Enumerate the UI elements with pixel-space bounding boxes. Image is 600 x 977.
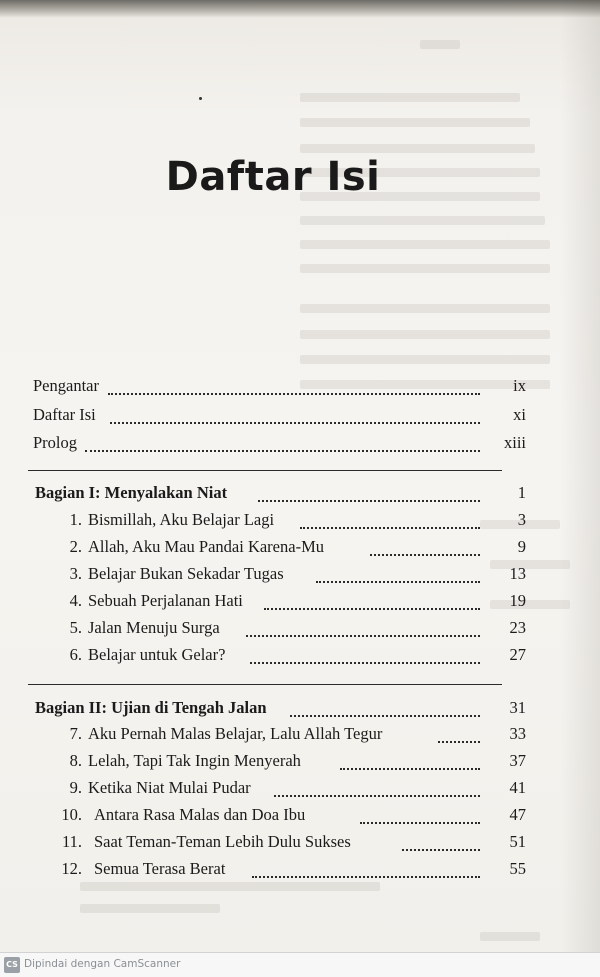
toc-page-number: xi — [513, 405, 526, 424]
chapter-title: Semua Terasa Berat — [94, 859, 226, 878]
chapter-number: 11. — [61, 832, 82, 851]
chapter-number: 10. — [61, 805, 82, 824]
dot-leader — [290, 712, 480, 717]
section-divider — [28, 470, 502, 471]
dot-leader — [250, 659, 480, 664]
toc-chapter — [0, 832, 600, 858]
toc-chapter — [0, 778, 600, 804]
toc-entry-front — [0, 433, 600, 459]
toc-part-heading — [0, 483, 600, 509]
toc-page-number: 9 — [517, 537, 526, 556]
toc-chapter — [0, 724, 600, 750]
toc-page-number: 13 — [509, 564, 526, 583]
chapter-title: Belajar untuk Gelar? — [88, 645, 226, 664]
part-title: Bagian I: Menyalakan Niat — [35, 483, 228, 502]
scanner-watermark-bar — [0, 952, 600, 977]
toc-page-number: xiii — [503, 433, 526, 452]
chapter-number: 6. — [69, 645, 82, 664]
chapter-title: Saat Teman-Teman Lebih Dulu Sukses — [94, 832, 351, 851]
chapter-number: 9. — [69, 778, 82, 797]
chapter-number: 7. — [69, 724, 82, 743]
toc-chapter — [0, 618, 600, 644]
chapter-number: 4. — [69, 591, 82, 610]
toc-chapter — [0, 591, 600, 617]
toc-page-number: 31 — [509, 698, 526, 717]
toc-chapter — [0, 645, 600, 671]
chapter-number: 1. — [69, 510, 82, 529]
chapter-number: 12. — [61, 859, 82, 878]
toc-chapter — [0, 805, 600, 831]
chapter-number: 2. — [69, 537, 82, 556]
toc-entry-front — [0, 405, 600, 431]
section-divider — [28, 684, 502, 685]
dot-leader — [316, 578, 480, 583]
page-top-edge — [0, 0, 600, 18]
part-title: Bagian II: Ujian di Tengah Jalan — [35, 698, 267, 717]
dot-leader — [340, 765, 480, 770]
chapter-title: Ketika Niat Mulai Pudar — [88, 778, 251, 797]
dot-leader — [110, 419, 480, 424]
dot-leader — [258, 497, 480, 502]
chapter-title: Sebuah Perjalanan Hati — [88, 591, 243, 610]
chapter-number: 8. — [69, 751, 82, 770]
toc-page-number: 27 — [509, 645, 526, 664]
dot-leader — [252, 873, 480, 878]
toc-chapter — [0, 510, 600, 536]
chapter-title: Lelah, Tapi Tak Ingin Menyerah — [88, 751, 301, 770]
toc-page-number: 23 — [509, 618, 526, 637]
toc-page-number: 1 — [517, 483, 526, 502]
toc-entry-front — [0, 376, 600, 402]
chapter-title: Belajar Bukan Sekadar Tugas — [88, 564, 284, 583]
dot-leader — [370, 551, 480, 556]
scanner-watermark-text: Dipindai dengan CamScanner — [24, 958, 181, 970]
toc-page-number: 3 — [517, 510, 526, 529]
toc-page-number: 37 — [509, 751, 526, 770]
dot-leader — [274, 792, 480, 797]
toc-chapter — [0, 859, 600, 885]
toc-chapter — [0, 751, 600, 777]
chapter-title: Aku Pernah Malas Belajar, Lalu Allah Tegur — [88, 724, 383, 743]
toc-page-number: 33 — [509, 724, 526, 743]
chapter-title: Antara Rasa Malas dan Doa Ibu — [94, 805, 306, 824]
chapter-title: Bismillah, Aku Belajar Lagi — [88, 510, 275, 529]
dot-leader — [246, 632, 480, 637]
toc-part-heading — [0, 698, 600, 724]
toc-page-number: 19 — [509, 591, 526, 610]
dot-leader — [264, 605, 480, 610]
dot-leader — [108, 390, 480, 395]
toc-page-number: ix — [513, 376, 526, 395]
dot-leader — [300, 524, 480, 529]
chapter-title: Allah, Aku Mau Pandai Karena-Mu — [88, 537, 324, 556]
chapter-title: Jalan Menuju Surga — [88, 618, 220, 637]
page-title: Daftar Isi — [165, 154, 381, 200]
toc-page-number: 55 — [509, 859, 526, 878]
toc-page-number: 47 — [509, 805, 526, 824]
toc-entry-label: Pengantar — [33, 376, 99, 395]
dot-leader — [360, 819, 480, 824]
chapter-number: 5. — [69, 618, 82, 637]
chapter-number: 3. — [69, 564, 82, 583]
page-mark — [199, 97, 202, 100]
dot-leader — [85, 447, 480, 452]
toc-page-number: 41 — [509, 778, 526, 797]
camscanner-logo-icon: CS — [4, 957, 20, 973]
toc-chapter — [0, 537, 600, 563]
toc-chapter — [0, 564, 600, 590]
toc-entry-label: Daftar Isi — [33, 405, 96, 424]
toc-entry-label: Prolog — [33, 433, 78, 452]
toc-page-number: 51 — [509, 832, 526, 851]
